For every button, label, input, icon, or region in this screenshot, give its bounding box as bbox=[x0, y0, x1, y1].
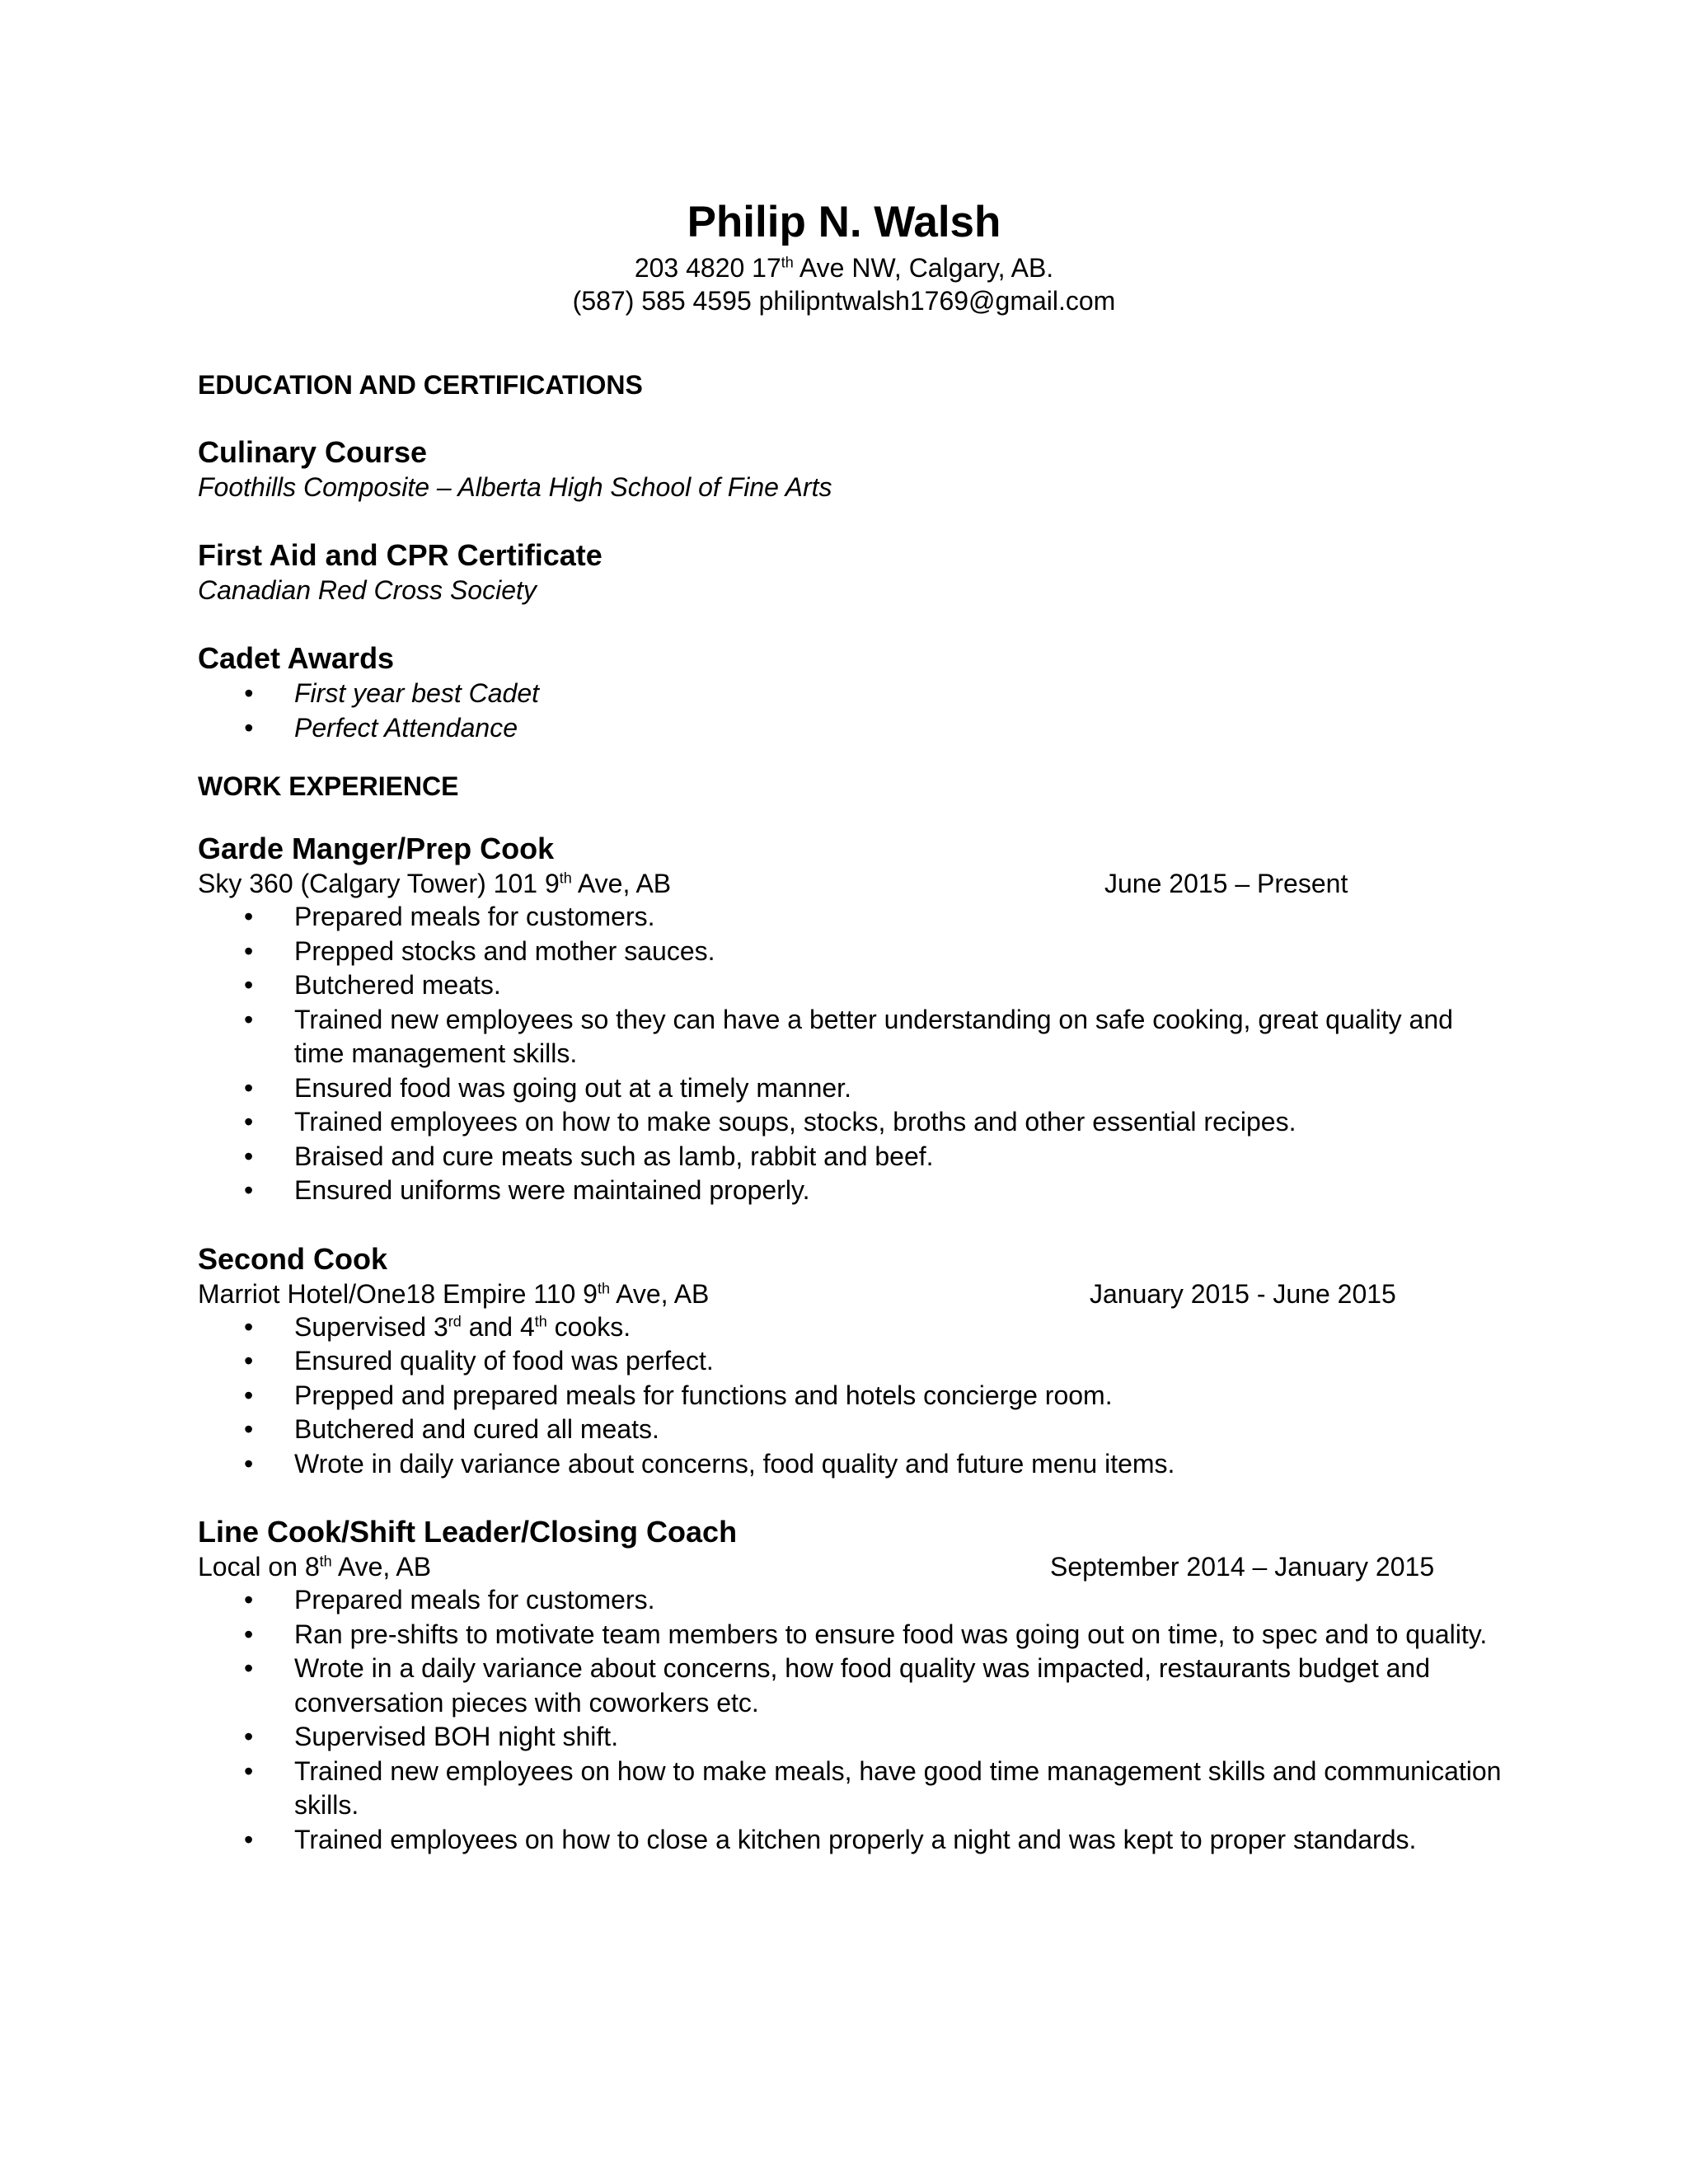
resume-header bbox=[0, 194, 1688, 317]
job-location bbox=[198, 1277, 709, 1310]
education-item bbox=[198, 537, 1508, 607]
list-item: • Trained new employees so they can have a better understanding on safe cooking, great quality and time management skills. bbox=[198, 1003, 1508, 1071]
job-location-start: Sky 360 (Calgary Tower) 101 9 bbox=[198, 869, 560, 898]
list-item: • Prepared meals for customers. bbox=[198, 1583, 1508, 1618]
list-item: • Butchered meats. bbox=[198, 968, 1508, 1003]
job-location-ordinal: th bbox=[319, 1553, 332, 1570]
job-meta bbox=[198, 1277, 1508, 1310]
list-item: • Trained new employees on how to make meals, have good time management skills and communication skills. bbox=[198, 1755, 1508, 1823]
list-item: • Ensured uniforms were maintained properly. bbox=[198, 1174, 1508, 1208]
list-item: • Wrote in daily variance about concerns, food quality and future menu items. bbox=[198, 1447, 1508, 1482]
list-item: • Butchered and cured all meats. bbox=[198, 1413, 1508, 1447]
job-duties-list bbox=[198, 1310, 1508, 1482]
list-item: • First year best Cadet bbox=[198, 677, 1508, 711]
education-item-institution: Foothills Composite – Alberta High School of Fine Arts bbox=[198, 472, 832, 502]
bullet-ordinal: th bbox=[534, 1312, 547, 1329]
phone-email-line: (587) 585 4595 philipntwalsh1769@gmail.com bbox=[572, 286, 1116, 316]
education-heading: EDUCATION AND CERTIFICATIONS bbox=[198, 370, 643, 400]
bullet-text: cooks. bbox=[546, 1311, 631, 1342]
candidate-name: Philip N. Walsh bbox=[687, 198, 1001, 246]
job-location-ordinal: th bbox=[559, 869, 572, 887]
bullet-ordinal: rd bbox=[448, 1312, 462, 1329]
job-duties-list bbox=[198, 900, 1508, 1208]
list-item: • Ran pre-shifts to motivate team members to ensure food was going out on time, to spec and to quality. bbox=[198, 1618, 1508, 1652]
job-meta bbox=[198, 1550, 1508, 1583]
bullet-text: Supervised 3 bbox=[294, 1311, 448, 1342]
list-item bbox=[198, 1310, 1508, 1345]
resume-body bbox=[198, 368, 1508, 1857]
job-duties-list bbox=[198, 1583, 1508, 1857]
job-title: Garde Manger/Prep Cook bbox=[198, 832, 555, 865]
list-item: • Trained employees on how to make soups, stocks, broths and other essential recipes. bbox=[198, 1105, 1508, 1140]
job-location-end: Ave, AB bbox=[609, 1278, 710, 1309]
job-entry bbox=[198, 1241, 1508, 1482]
list-item: • Perfect Attendance bbox=[198, 711, 1508, 746]
job-dates: January 2015 - June 2015 bbox=[1090, 1278, 1396, 1309]
education-item bbox=[198, 434, 1508, 504]
cadet-awards bbox=[198, 640, 1508, 745]
cadet-awards-list bbox=[198, 677, 1508, 745]
job-location-end: Ave, AB bbox=[571, 869, 672, 898]
education-item-institution: Canadian Red Cross Society bbox=[198, 575, 537, 605]
address-start: 203 4820 17 bbox=[634, 253, 781, 283]
list-item: • Supervised BOH night shift. bbox=[198, 1720, 1508, 1755]
list-item: • Wrote in a daily variance about concerns, how food quality was impacted, restaurants budget and conversation pieces with coworkers etc. bbox=[198, 1652, 1508, 1720]
job-location-ordinal: th bbox=[597, 1279, 610, 1296]
job-entry bbox=[198, 831, 1508, 1208]
job-location-start: Local on 8 bbox=[198, 1552, 320, 1582]
job-entry bbox=[198, 1514, 1508, 1857]
list-item: • Braised and cure meats such as lamb, rabbit and beef. bbox=[198, 1140, 1508, 1174]
list-item: • Prepped stocks and mother sauces. bbox=[198, 935, 1508, 969]
bullet-text: and 4 bbox=[461, 1311, 535, 1342]
list-item: • Prepared meals for customers. bbox=[198, 900, 1508, 935]
work-experience-heading: WORK EXPERIENCE bbox=[198, 771, 459, 801]
job-meta bbox=[198, 867, 1508, 900]
job-location bbox=[198, 867, 671, 900]
job-location-end: Ave, AB bbox=[331, 1552, 432, 1582]
list-item: • Trained employees on how to close a kitchen properly a night and was kept to proper standards. bbox=[198, 1823, 1508, 1858]
education-item-title: Culinary Course bbox=[198, 435, 428, 469]
job-location-start: Marriot Hotel/One18 Empire 110 9 bbox=[198, 1278, 598, 1309]
job-title: Line Cook/Shift Leader/Closing Coach bbox=[198, 1515, 738, 1549]
cadet-awards-title: Cadet Awards bbox=[198, 641, 395, 675]
list-item: • Prepped and prepared meals for functions and hotels concierge room. bbox=[198, 1379, 1508, 1413]
job-dates: June 2015 – Present bbox=[1104, 869, 1348, 898]
list-item: • Ensured food was going out at a timely manner. bbox=[198, 1071, 1508, 1106]
job-dates: September 2014 – January 2015 bbox=[1050, 1552, 1435, 1582]
address-line bbox=[0, 251, 1688, 284]
list-item: • Ensured quality of food was perfect. bbox=[198, 1344, 1508, 1379]
job-title: Second Cook bbox=[198, 1241, 388, 1276]
job-location bbox=[198, 1550, 431, 1583]
address-ordinal: th bbox=[781, 254, 794, 271]
education-item-title: First Aid and CPR Certificate bbox=[198, 538, 603, 572]
address-end: Ave NW, Calgary, AB. bbox=[793, 253, 1054, 283]
